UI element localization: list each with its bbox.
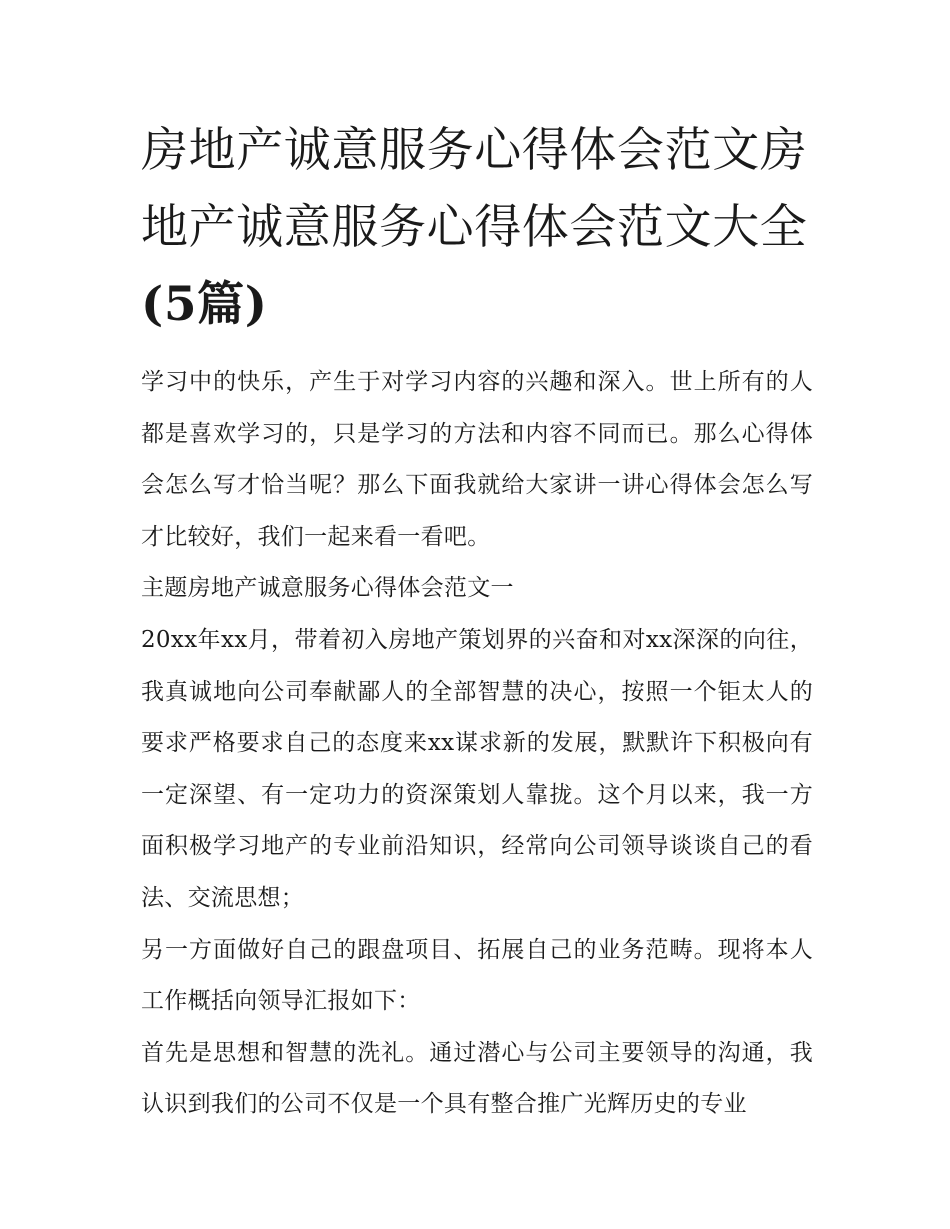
title-count: (5篇) (141, 277, 268, 332)
document-body (141, 357, 813, 1131)
document-title: 房地产诚意服务心得体会范文房地产诚意服务心得体会范文大全(5篇) (141, 123, 808, 332)
paragraph-other-aspect: 另一方面做好自己的跟盘项目、拓展自己的业务范畴。现将本人工作概括向领导汇报如下： (141, 936, 813, 1015)
paragraph-work-summary: 20xx年xx月，带着初入房地产策划界的兴奋和对xx深深的向往，我真诚地向公司奉献鄙人的全部智慧的决心，按照一个钜太人的要求严格要求自己的态度来xx谋求新的发展，默默许下积极向有一定深望、有一定功力的资深策划人靠拢。这个月以来，我一方面积极学习地产的专业前沿知识，经常向公司领导谈谈自己的看法、交流思想； (141, 626, 813, 911)
document-page (141, 112, 813, 1131)
paragraph-first-point: 首先是思想和智慧的洗礼。通过潜心与公司主要领导的沟通，我认识到我们的公司不仅是一个具有整合推广光辉历史的专业 (141, 1039, 813, 1118)
paragraph-intro: 学习中的快乐，产生于对学习内容的兴趣和深入。世上所有的人都是喜欢学习的，只是学习的方法和内容不同而已。那么心得体会怎么写才恰当呢？那么下面我就给大家讲一讲心得体会怎么写才比较好，我们一起来看一看吧。 (141, 369, 813, 550)
paragraph-section-heading: 主题房地产诚意服务心得体会范文一 (141, 575, 514, 602)
